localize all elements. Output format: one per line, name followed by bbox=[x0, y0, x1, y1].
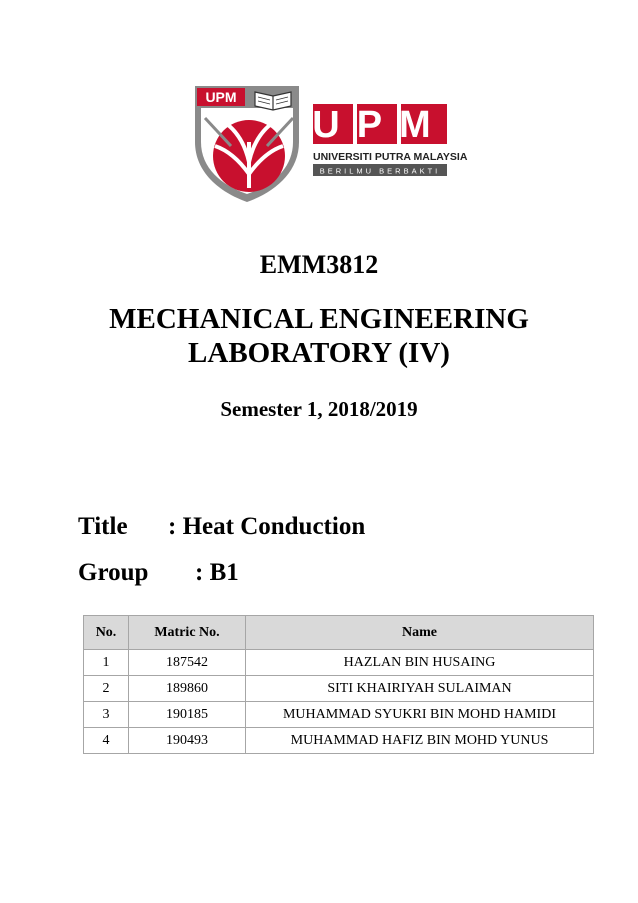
header-no: No. bbox=[84, 616, 129, 650]
upm-logo bbox=[191, 84, 468, 204]
report-title-row bbox=[78, 512, 365, 542]
crest-upm-text: UPM bbox=[205, 89, 237, 105]
cell-no: 3 bbox=[84, 702, 129, 728]
cell-matric: 189860 bbox=[129, 676, 246, 702]
semester: Semester 1, 2018/2019 bbox=[220, 397, 418, 421]
cell-matric: 190185 bbox=[129, 702, 246, 728]
header-matric: Matric No. bbox=[129, 616, 246, 650]
table-row bbox=[84, 676, 594, 702]
motto-text: BERILMU BERBAKTI bbox=[319, 166, 441, 176]
wordmark-text: UPM bbox=[312, 104, 448, 146]
table-row bbox=[84, 702, 594, 728]
upm-wordmark bbox=[312, 104, 447, 146]
members-table bbox=[83, 615, 594, 754]
group-label: Group bbox=[78, 559, 149, 586]
course-code: EMM3812 bbox=[259, 250, 379, 279]
title-label: Title bbox=[78, 513, 128, 540]
cell-name: MUHAMMAD HAFIZ BIN MOHD YUNUS bbox=[246, 728, 594, 754]
report-group-row bbox=[78, 558, 239, 588]
upm-logo-graphic bbox=[191, 84, 468, 204]
cell-name: SITI KHAIRIYAH SULAIMAN bbox=[246, 676, 594, 702]
university-name: UNIVERSITI PUTRA MALAYSIA bbox=[313, 151, 468, 163]
group-value: : B1 bbox=[195, 559, 239, 586]
cell-no: 1 bbox=[84, 650, 129, 676]
cell-no: 2 bbox=[84, 676, 129, 702]
header-name: Name bbox=[246, 616, 594, 650]
course-title: MECHANICAL ENGINEERING LABORATORY (IV) bbox=[109, 303, 529, 369]
table-header-row bbox=[84, 616, 594, 650]
cell-matric: 190493 bbox=[129, 728, 246, 754]
title-value: : Heat Conduction bbox=[168, 513, 366, 540]
table-row bbox=[84, 728, 594, 754]
cell-no: 4 bbox=[84, 728, 129, 754]
cell-matric: 187542 bbox=[129, 650, 246, 676]
cell-name: MUHAMMAD SYUKRI BIN MOHD HAMIDI bbox=[246, 702, 594, 728]
cell-name: HAZLAN BIN HUSAING bbox=[246, 650, 594, 676]
table-row bbox=[84, 650, 594, 676]
